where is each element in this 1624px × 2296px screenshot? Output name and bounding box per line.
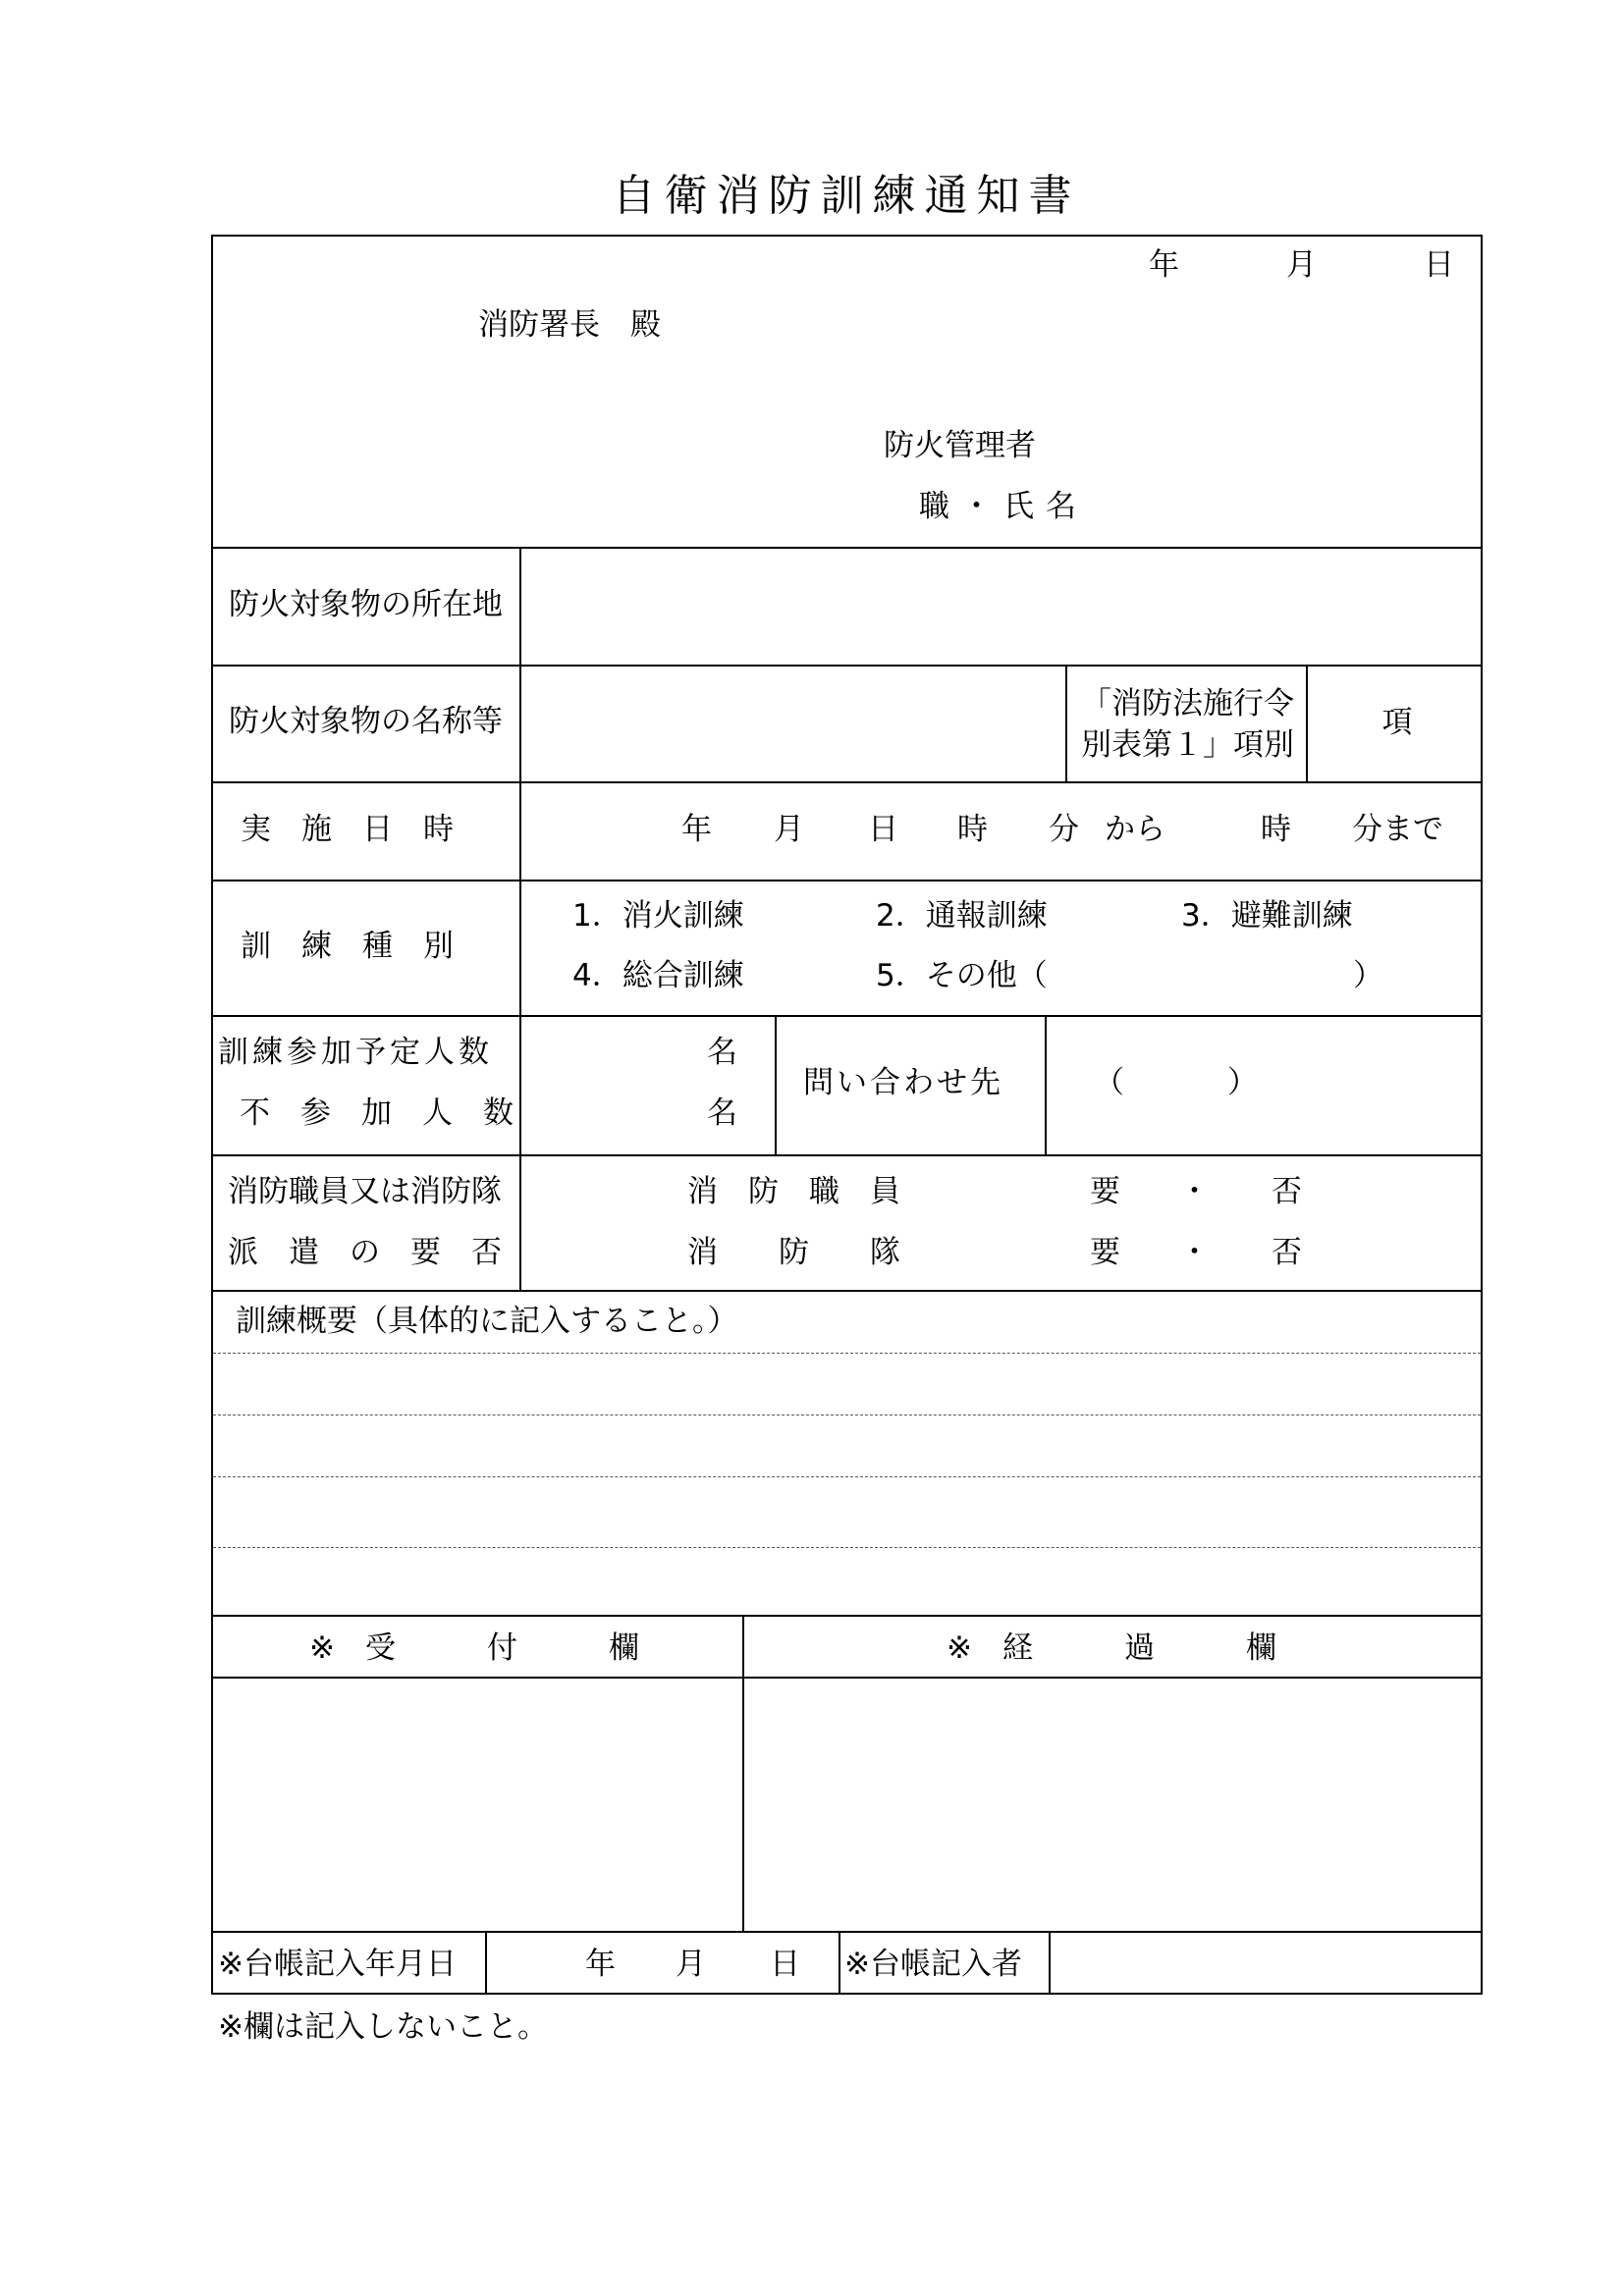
contact-field[interactable] bbox=[1049, 1019, 1479, 1150]
form-title: 自衛消防訓練通知書 bbox=[612, 171, 1081, 221]
classification-label-line2: 別表第１」項別 bbox=[1081, 727, 1294, 763]
training-type-label: 訓 練 種 別 bbox=[241, 929, 454, 964]
progress-label: ※ 経 過 欄 bbox=[947, 1630, 1276, 1666]
row-divider bbox=[211, 1015, 1483, 1017]
reception-field bbox=[215, 1681, 738, 1927]
dispatch-label-line2: 派 遣 の 要 否 bbox=[228, 1235, 502, 1270]
schedule-from: から bbox=[1105, 812, 1165, 847]
column-divider bbox=[1306, 665, 1308, 781]
location-field[interactable] bbox=[523, 551, 1479, 661]
row-divider bbox=[211, 1931, 1483, 1933]
ledger-date-label: ※台帳記入年月日 bbox=[218, 1947, 457, 1982]
object-name-label: 防火対象物の名称等 bbox=[229, 704, 503, 739]
dispatch-team-no[interactable]: 否 bbox=[1272, 1235, 1302, 1270]
ledger-writer-field bbox=[1053, 1935, 1479, 1991]
dispatch-team-need[interactable]: 要 bbox=[1090, 1235, 1120, 1270]
row-divider bbox=[211, 665, 1483, 667]
row-divider bbox=[211, 1615, 1483, 1617]
header-date-month: 月 bbox=[1286, 247, 1317, 283]
schedule-month: 月 bbox=[774, 812, 804, 847]
schedule-to-minute: 分まで bbox=[1352, 812, 1443, 847]
dispatch-staff-no[interactable]: 否 bbox=[1272, 1174, 1302, 1209]
absent-unit: 名 bbox=[707, 1095, 737, 1131]
dispatch-team-dot: ・ bbox=[1179, 1235, 1210, 1270]
footer-note: ※欄は記入しないこと。 bbox=[218, 2009, 548, 2045]
row-divider bbox=[211, 781, 1483, 783]
reception-label: ※ 受 付 欄 bbox=[309, 1630, 639, 1666]
summary-field[interactable] bbox=[215, 1355, 1479, 1612]
contact-paren-open: （ bbox=[1094, 1065, 1124, 1100]
label-column-divider bbox=[519, 547, 521, 1290]
contact-label: 問い合わせ先 bbox=[803, 1065, 1003, 1100]
dispatch-staff-dot: ・ bbox=[1179, 1174, 1210, 1209]
column-divider bbox=[485, 1931, 487, 1995]
object-name-field[interactable] bbox=[523, 668, 1061, 777]
dispatch-team-name: 消 防 隊 bbox=[687, 1235, 900, 1270]
column-divider bbox=[775, 1015, 777, 1154]
schedule-hour: 時 bbox=[957, 812, 988, 847]
training-option-report[interactable]: 2．通報訓練 bbox=[876, 898, 1048, 934]
column-divider bbox=[1049, 1931, 1051, 1995]
contact-paren-close: ） bbox=[1227, 1065, 1258, 1100]
training-option-fire[interactable]: 1．消火訓練 bbox=[572, 898, 744, 934]
schedule-label: 実 施 日 時 bbox=[241, 812, 454, 847]
column-divider bbox=[1045, 1015, 1047, 1154]
summary-label: 訓練概要（具体的に記入すること。） bbox=[236, 1304, 738, 1339]
ledger-year: 年 bbox=[585, 1947, 616, 1982]
schedule-day: 日 bbox=[868, 812, 898, 847]
fire-manager-label: 防火管理者 bbox=[884, 428, 1036, 463]
schedule-year: 年 bbox=[681, 812, 712, 847]
column-divider bbox=[1065, 665, 1067, 781]
column-divider bbox=[839, 1931, 840, 1995]
schedule-minute: 分 bbox=[1049, 812, 1079, 847]
row-divider bbox=[211, 1677, 1483, 1679]
row-divider bbox=[211, 547, 1483, 549]
classification-item-unit: 項 bbox=[1381, 705, 1413, 740]
row-divider bbox=[211, 1290, 1483, 1292]
classification-label-line1: 「消防法施行令 bbox=[1081, 686, 1294, 721]
absent-count-label: 不 参 加 人 数 bbox=[240, 1095, 514, 1131]
dispatch-staff-name: 消 防 職 員 bbox=[687, 1174, 900, 1209]
header-date-year: 年 bbox=[1149, 247, 1179, 283]
ledger-day: 日 bbox=[770, 1947, 800, 1982]
schedule-to-hour: 時 bbox=[1261, 812, 1291, 847]
summary-ruled-line bbox=[213, 1353, 1481, 1354]
row-divider bbox=[211, 1154, 1483, 1156]
training-option-evacuation[interactable]: 3．避難訓練 bbox=[1181, 898, 1353, 934]
addressee: 消防署長 殿 bbox=[478, 307, 661, 343]
header-date-day: 日 bbox=[1424, 247, 1454, 283]
dispatch-label-line1: 消防職員又は消防隊 bbox=[228, 1174, 502, 1209]
training-other-close-paren: ） bbox=[1353, 958, 1383, 993]
ledger-writer-label: ※台帳記入者 bbox=[844, 1947, 1022, 1982]
location-label: 防火対象物の所在地 bbox=[229, 587, 503, 622]
ledger-month: 月 bbox=[676, 1947, 706, 1982]
progress-field bbox=[746, 1681, 1479, 1927]
training-option-combined[interactable]: 4．総合訓練 bbox=[572, 958, 744, 993]
name-title-label: 職・氏名 bbox=[919, 489, 1088, 524]
planned-unit: 名 bbox=[707, 1035, 737, 1070]
row-divider bbox=[211, 880, 1483, 881]
planned-participants-label: 訓練参加予定人数 bbox=[218, 1035, 493, 1070]
training-option-other[interactable]: 5．その他（ bbox=[876, 958, 1048, 993]
column-divider bbox=[742, 1615, 744, 1931]
dispatch-staff-need[interactable]: 要 bbox=[1090, 1174, 1120, 1209]
